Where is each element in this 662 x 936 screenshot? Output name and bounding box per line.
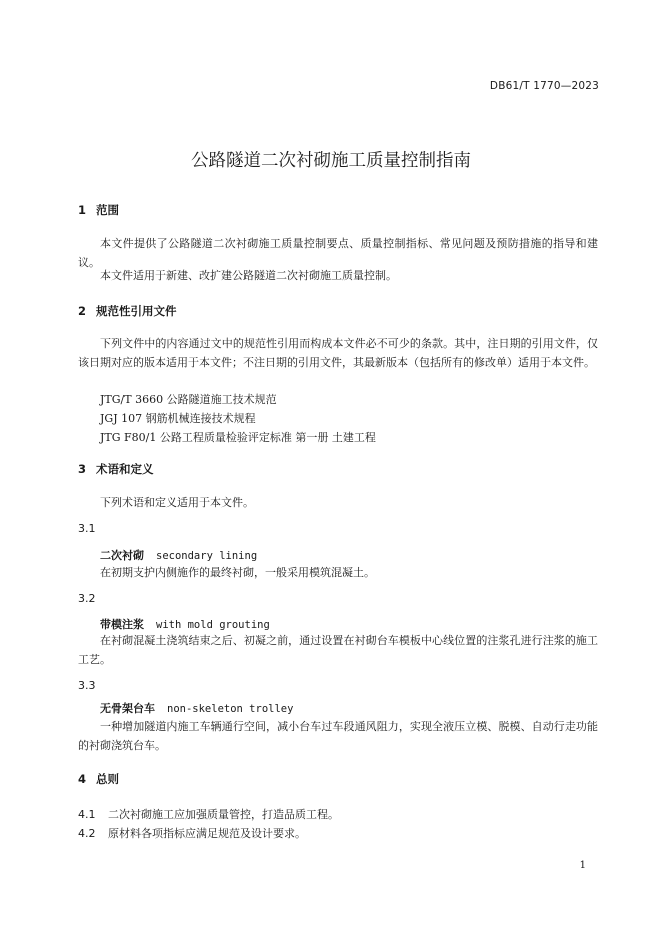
clause-number: 4.2	[78, 827, 96, 840]
section-number: 4	[78, 772, 87, 786]
section-3-heading	[78, 461, 154, 477]
section-title: 总则	[96, 772, 119, 786]
page-number: 1	[579, 860, 586, 871]
normative-reference: JTG/T 3660 公路隧道施工技术规范	[100, 393, 277, 406]
section-4-heading	[78, 771, 119, 787]
section-title: 规范性引用文件	[96, 304, 177, 318]
clause-text: 原材料各项指标应满足规范及设计要求。	[108, 827, 306, 840]
term-chinese: 带模注浆	[100, 618, 144, 631]
term-number: 3.2	[78, 592, 96, 605]
section-2-heading	[78, 303, 177, 319]
section-1-paragraph-2: 本文件适用于新建、改扩建公路隧道二次衬砌施工质量控制。	[100, 269, 397, 282]
term-entry	[100, 547, 257, 563]
section-title: 术语和定义	[96, 462, 154, 476]
section-number: 2	[78, 304, 87, 318]
section-1-heading	[78, 202, 119, 218]
term-definition: 一种增加隧道内施工车辆通行空间，减小台车过车段通风阻力，实现全液压立模、脱模、自动行走功能的衬砌浇筑台车。	[78, 720, 598, 752]
clause	[78, 806, 339, 822]
section-1-paragraph-1: 本文件提供了公路隧道二次衬砌施工质量控制要点、质量控制指标、常见问题及预防措施的指导和建议。	[78, 237, 598, 269]
normative-reference: JGJ 107 钢筋机械连接技术规程	[100, 412, 256, 425]
term-english: secondary lining	[156, 550, 258, 562]
term-chinese: 二次衬砌	[100, 549, 144, 562]
term-entry	[100, 616, 270, 632]
term-number: 3.1	[78, 522, 96, 535]
clause-text: 二次衬砌施工应加强质量管控，打造品质工程。	[108, 808, 339, 821]
doc-code-header: DB61/T 1770—2023	[489, 80, 599, 92]
term-entry	[100, 700, 293, 716]
term-number: 3.3	[78, 679, 96, 692]
section-3-intro: 下列术语和定义适用于本文件。	[100, 496, 254, 509]
normative-reference: JTG F80/1 公路工程质量检验评定标准 第一册 土建工程	[100, 431, 376, 444]
section-number: 1	[78, 203, 87, 217]
term-chinese: 无骨架台车	[100, 702, 155, 715]
clause	[78, 825, 306, 841]
term-english: with mold grouting	[156, 619, 270, 631]
term-definition: 在衬砌混凝土浇筑结束之后、初凝之前，通过设置在衬砌台车模板中心线位置的注浆孔进行注浆的施工工艺。	[78, 634, 598, 666]
section-number: 3	[78, 462, 87, 476]
page-title: 公路隧道二次衬砌施工质量控制指南	[191, 151, 471, 171]
section-title: 范围	[96, 203, 119, 217]
term-english: non-skeleton trolley	[167, 703, 294, 715]
term-definition: 在初期支护内侧施作的最终衬砌，一般采用模筑混凝土。	[100, 566, 375, 579]
section-2-paragraph-1: 下列文件中的内容通过文中的规范性引用而构成本文件必不可少的条款。其中，注日期的引用文件，仅该日期对应的版本适用于本文件；不注日期的引用文件，其最新版本（包括所有的修改单）适用于本文件。	[78, 337, 598, 369]
clause-number: 4.1	[78, 808, 96, 821]
